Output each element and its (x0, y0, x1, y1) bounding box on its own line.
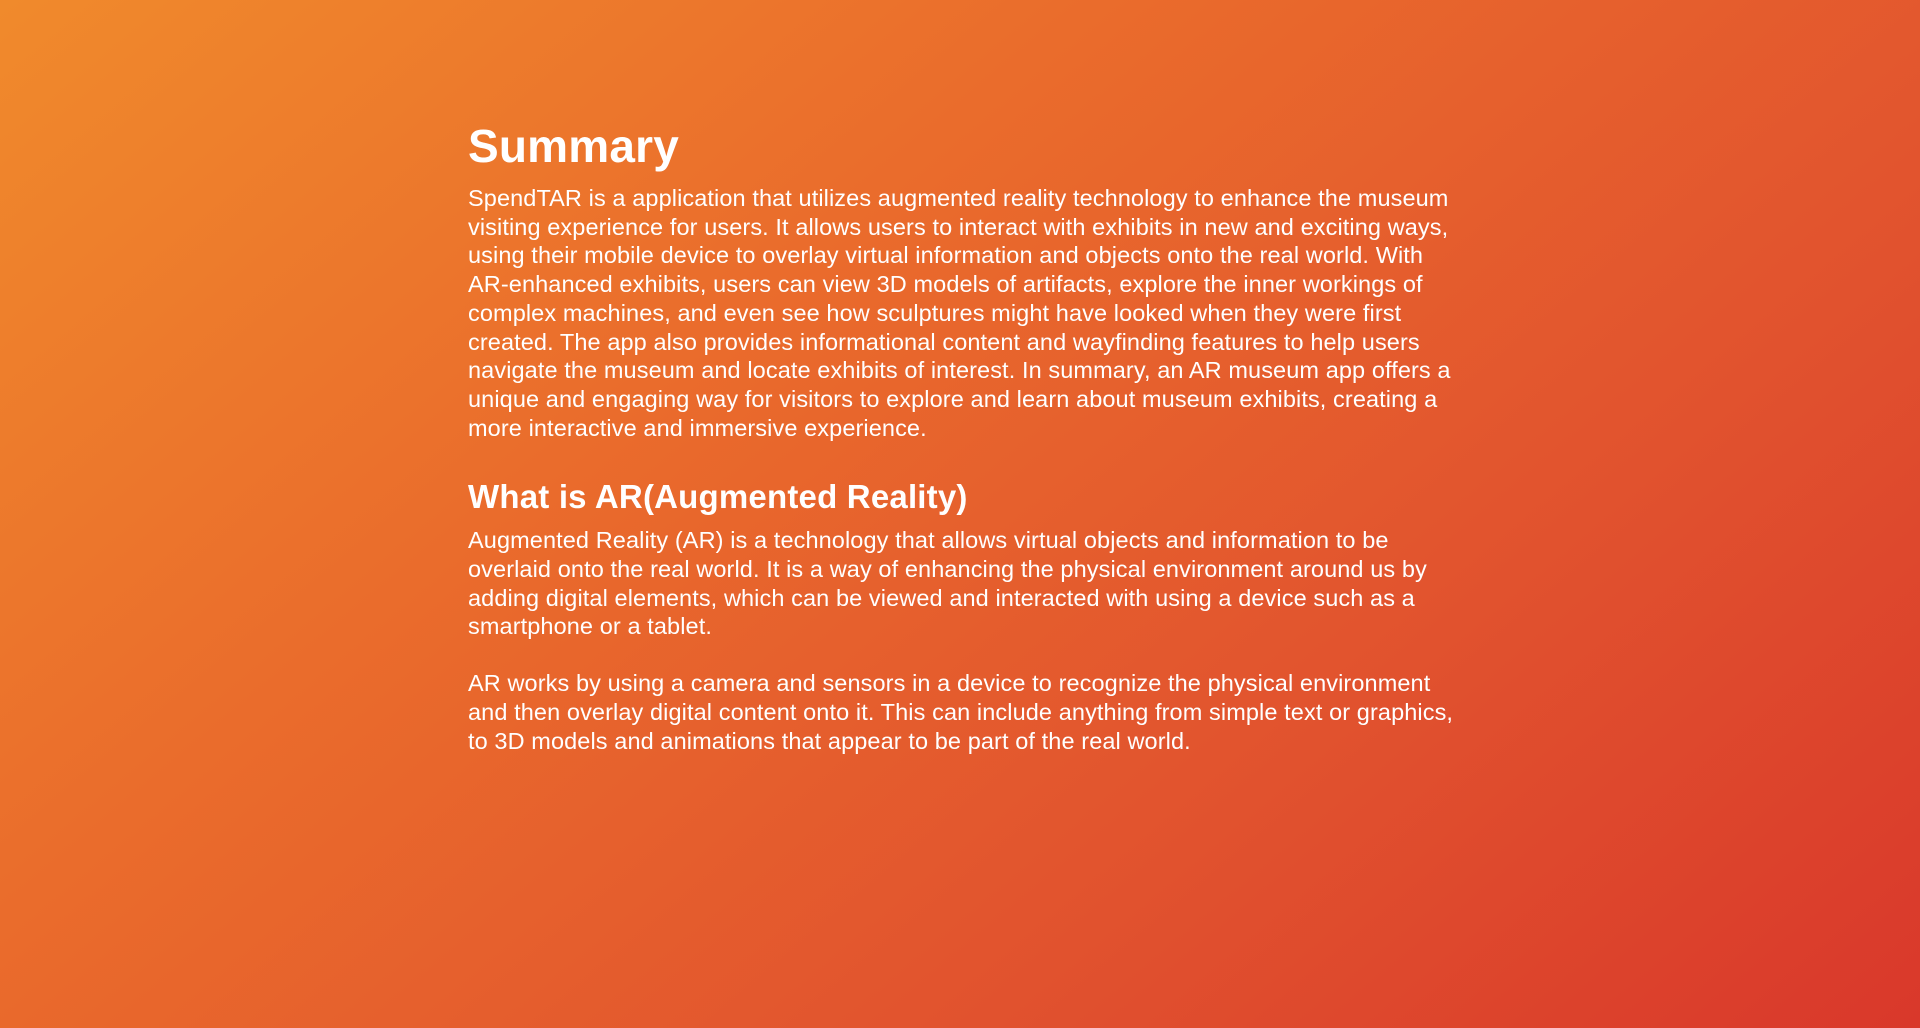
ar-paragraph-2: AR works by using a camera and sensors in a device to recognize the physical environment and then overlay digital content onto it. This can include anything from simple text or graphics, to 3D models and animations that appear to be part of the real world. (468, 670, 1454, 754)
summary-paragraph: SpendTAR is a application that utilizes augmented reality technology to enhance the museum visiting experience for users. It allows users to interact with exhibits in new and exciting ways, using their mobile device to overlay virtual information and objects onto the real world. With AR-enhanced exhibits, users can view 3D models of artifacts, explore the inner workings of complex machines, and even see how sculptures might have looked when they were first created. The app also provides informational content and wayfinding features to help users navigate the museum and locate exhibits of interest. In summary, an AR museum app offers a unique and engaging way for visitors to explore and learn about museum exhibits, creating a more interactive and immersive experience. (468, 185, 1451, 441)
ar-paragraph-1: Augmented Reality (AR) is a technology that allows virtual objects and information to be overlaid onto the real world. It is a way of enhancing the physical environment around us by adding digital elements, which can be viewed and interacted with using a device such as a smartphone or a tablet. (468, 527, 1427, 640)
ar-heading: What is AR(Augmented Reality) (468, 478, 968, 516)
main-content (468, 118, 1458, 755)
summary-section (468, 118, 1458, 442)
ar-section (468, 476, 1458, 755)
summary-heading: Summary (468, 120, 680, 172)
